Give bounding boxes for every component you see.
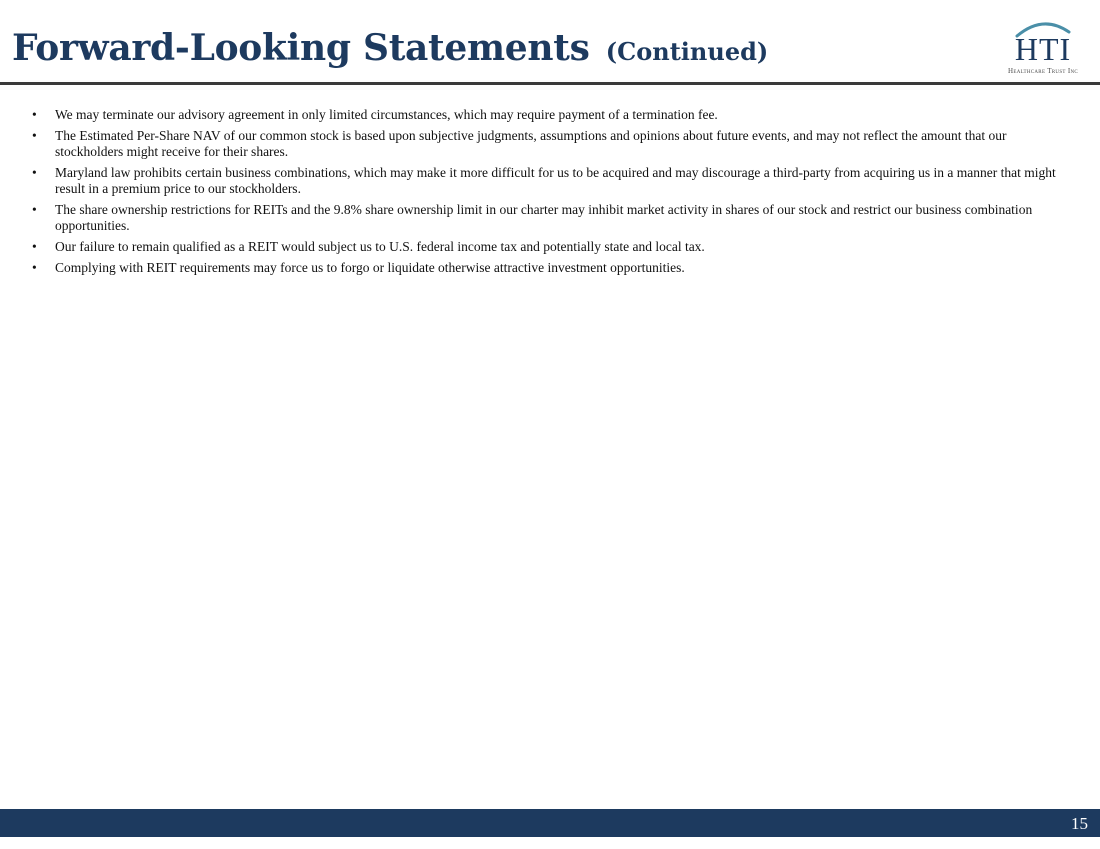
- bullet-item: [28, 128, 1078, 160]
- bullet-dot-icon: •: [32, 202, 37, 217]
- bullet-item: [28, 165, 1078, 197]
- bullet-dot-icon: •: [32, 128, 37, 143]
- page-number: 15: [1071, 814, 1088, 833]
- bullet-dot-icon: •: [32, 260, 37, 275]
- bullet-item: [28, 202, 1078, 234]
- header-divider: [0, 82, 1100, 85]
- slide-header: [0, 0, 1100, 86]
- bullet-text: Complying with REIT requirements may force us to forgo or liquidate otherwise attractive investment opportunities.: [55, 260, 685, 275]
- bullet-text: Our failure to remain qualified as a REIT would subject us to U.S. federal income tax and potentially state and local tax.: [55, 239, 705, 254]
- bullet-text: Maryland law prohibits certain business combinations, which may make it more difficult for us to be acquired and may discourage a third-party from acquiring us in a manner that might result in a premium price to our stockholders.: [55, 165, 1056, 196]
- logo-subtitle: Healthcare Trust Inc: [1007, 67, 1079, 75]
- logo-wordmark: HTI: [1014, 31, 1072, 67]
- bullet-text: The share ownership restrictions for REITs and the 9.8% share ownership limit in our charter may inhibit market activity in shares of our stock and restrict our business combination opportunities.: [55, 202, 1033, 233]
- bullet-text: We may terminate our advisory agreement in only limited circumstances, which may require payment of a termination fee.: [55, 107, 718, 122]
- bullet-item: [28, 260, 1078, 276]
- page-title: [12, 24, 768, 76]
- bullet-item: [28, 107, 1078, 123]
- page-title-text: Forward-Looking Statements: [12, 27, 590, 69]
- bullet-dot-icon: •: [32, 165, 37, 180]
- bullet-text: The Estimated Per-Share NAV of our common stock is based upon subjective judgments, assumptions and opinions about future events, and may not reflect the amount that our stockholders might receive for their shares.: [55, 128, 1007, 159]
- bullet-dot-icon: •: [32, 239, 37, 254]
- bullet-list: [28, 107, 1078, 281]
- company-logo: [993, 18, 1093, 76]
- page-title-suffix: (Continued): [605, 37, 769, 66]
- footer-bar: [0, 809, 1100, 837]
- bullet-item: [28, 239, 1078, 255]
- bullet-dot-icon: •: [32, 107, 37, 122]
